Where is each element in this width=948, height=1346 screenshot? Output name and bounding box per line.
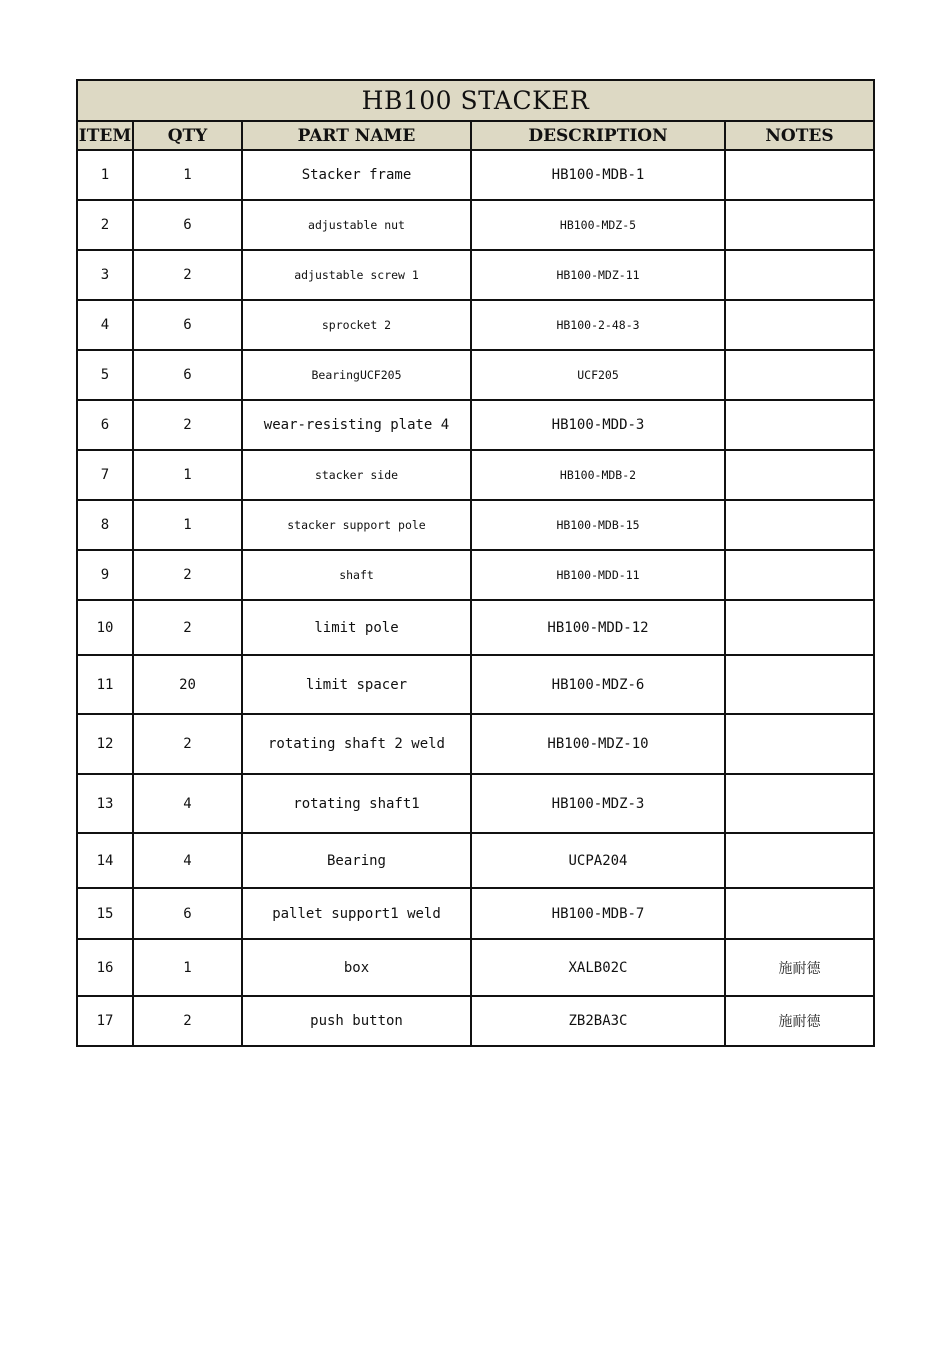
cell-part-name: push button (242, 996, 471, 1046)
cell-item: 14 (77, 833, 133, 888)
table-row (77, 833, 874, 888)
cell-notes (725, 300, 874, 350)
table-row (77, 500, 874, 550)
table-row (77, 150, 874, 200)
cell-item: 11 (77, 655, 133, 714)
cell-part-name: sprocket 2 (242, 300, 471, 350)
column-header-notes: NOTES (725, 121, 874, 150)
table-row (77, 400, 874, 450)
bom-table (76, 79, 875, 1047)
cell-description: HB100-MDZ-3 (471, 774, 725, 833)
cell-notes (725, 833, 874, 888)
table-row (77, 550, 874, 600)
cell-item: 2 (77, 200, 133, 250)
cell-notes: 施耐德 (725, 939, 874, 996)
cell-qty: 4 (133, 774, 242, 833)
cell-item: 17 (77, 996, 133, 1046)
cell-notes (725, 350, 874, 400)
cell-notes (725, 250, 874, 300)
cell-item: 6 (77, 400, 133, 450)
table-title: HB100 STACKER (77, 80, 874, 121)
cell-qty: 2 (133, 714, 242, 774)
table-row (77, 250, 874, 300)
cell-item: 4 (77, 300, 133, 350)
cell-part-name: rotating shaft1 (242, 774, 471, 833)
cell-part-name: pallet support1 weld (242, 888, 471, 939)
cell-part-name: adjustable screw 1 (242, 250, 471, 300)
cell-notes (725, 774, 874, 833)
cell-description: UCPA204 (471, 833, 725, 888)
title-row (77, 80, 874, 121)
table-row (77, 939, 874, 996)
table-body (77, 150, 874, 1046)
cell-description: HB100-MDD-11 (471, 550, 725, 600)
cell-qty: 20 (133, 655, 242, 714)
cell-qty: 2 (133, 600, 242, 655)
cell-description: HB100-MDB-15 (471, 500, 725, 550)
column-header-part-name: PART NAME (242, 121, 471, 150)
cell-part-name: rotating shaft 2 weld (242, 714, 471, 774)
cell-part-name: shaft (242, 550, 471, 600)
table-row (77, 200, 874, 250)
column-header-item: ITEM (77, 121, 133, 150)
cell-qty: 1 (133, 939, 242, 996)
cell-notes (725, 200, 874, 250)
cell-part-name: limit spacer (242, 655, 471, 714)
cell-qty: 6 (133, 200, 242, 250)
cell-part-name: box (242, 939, 471, 996)
cell-item: 9 (77, 550, 133, 600)
cell-description: HB100-MDZ-11 (471, 250, 725, 300)
cell-notes (725, 450, 874, 500)
cell-item: 16 (77, 939, 133, 996)
cell-qty: 1 (133, 150, 242, 200)
table-row (77, 300, 874, 350)
column-header-qty: QTY (133, 121, 242, 150)
cell-description: HB100-MDB-1 (471, 150, 725, 200)
cell-notes (725, 550, 874, 600)
cell-item: 12 (77, 714, 133, 774)
table-row (77, 655, 874, 714)
cell-notes (725, 655, 874, 714)
column-header-description: DESCRIPTION (471, 121, 725, 150)
table-row (77, 450, 874, 500)
cell-description: HB100-MDZ-5 (471, 200, 725, 250)
cell-part-name: Bearing (242, 833, 471, 888)
table-row (77, 600, 874, 655)
cell-notes (725, 600, 874, 655)
cell-description: HB100-2-48-3 (471, 300, 725, 350)
cell-part-name: BearingUCF205 (242, 350, 471, 400)
cell-part-name: wear-resisting plate 4 (242, 400, 471, 450)
cell-item: 13 (77, 774, 133, 833)
cell-notes (725, 888, 874, 939)
cell-item: 15 (77, 888, 133, 939)
cell-qty: 2 (133, 996, 242, 1046)
header-row (77, 121, 874, 150)
table-row (77, 996, 874, 1046)
cell-item: 7 (77, 450, 133, 500)
cell-qty: 2 (133, 400, 242, 450)
cell-qty: 2 (133, 550, 242, 600)
cell-item: 3 (77, 250, 133, 300)
cell-notes (725, 400, 874, 450)
cell-description: HB100-MDD-3 (471, 400, 725, 450)
cell-item: 5 (77, 350, 133, 400)
cell-qty: 1 (133, 500, 242, 550)
cell-description: HB100-MDD-12 (471, 600, 725, 655)
table-row (77, 714, 874, 774)
cell-part-name: stacker support pole (242, 500, 471, 550)
table-row (77, 350, 874, 400)
cell-notes (725, 150, 874, 200)
cell-notes (725, 714, 874, 774)
cell-notes: 施耐德 (725, 996, 874, 1046)
cell-description: HB100-MDB-7 (471, 888, 725, 939)
cell-qty: 6 (133, 888, 242, 939)
cell-qty: 6 (133, 300, 242, 350)
table-row (77, 888, 874, 939)
cell-item: 8 (77, 500, 133, 550)
cell-part-name: adjustable nut (242, 200, 471, 250)
cell-description: HB100-MDB-2 (471, 450, 725, 500)
cell-description: HB100-MDZ-6 (471, 655, 725, 714)
cell-part-name: limit pole (242, 600, 471, 655)
cell-qty: 1 (133, 450, 242, 500)
cell-description: ZB2BA3C (471, 996, 725, 1046)
cell-item: 10 (77, 600, 133, 655)
cell-part-name: Stacker frame (242, 150, 471, 200)
cell-notes (725, 500, 874, 550)
cell-description: UCF205 (471, 350, 725, 400)
cell-description: XALB02C (471, 939, 725, 996)
cell-qty: 4 (133, 833, 242, 888)
cell-part-name: stacker side (242, 450, 471, 500)
cell-item: 1 (77, 150, 133, 200)
cell-qty: 2 (133, 250, 242, 300)
cell-description: HB100-MDZ-10 (471, 714, 725, 774)
table-row (77, 774, 874, 833)
cell-qty: 6 (133, 350, 242, 400)
